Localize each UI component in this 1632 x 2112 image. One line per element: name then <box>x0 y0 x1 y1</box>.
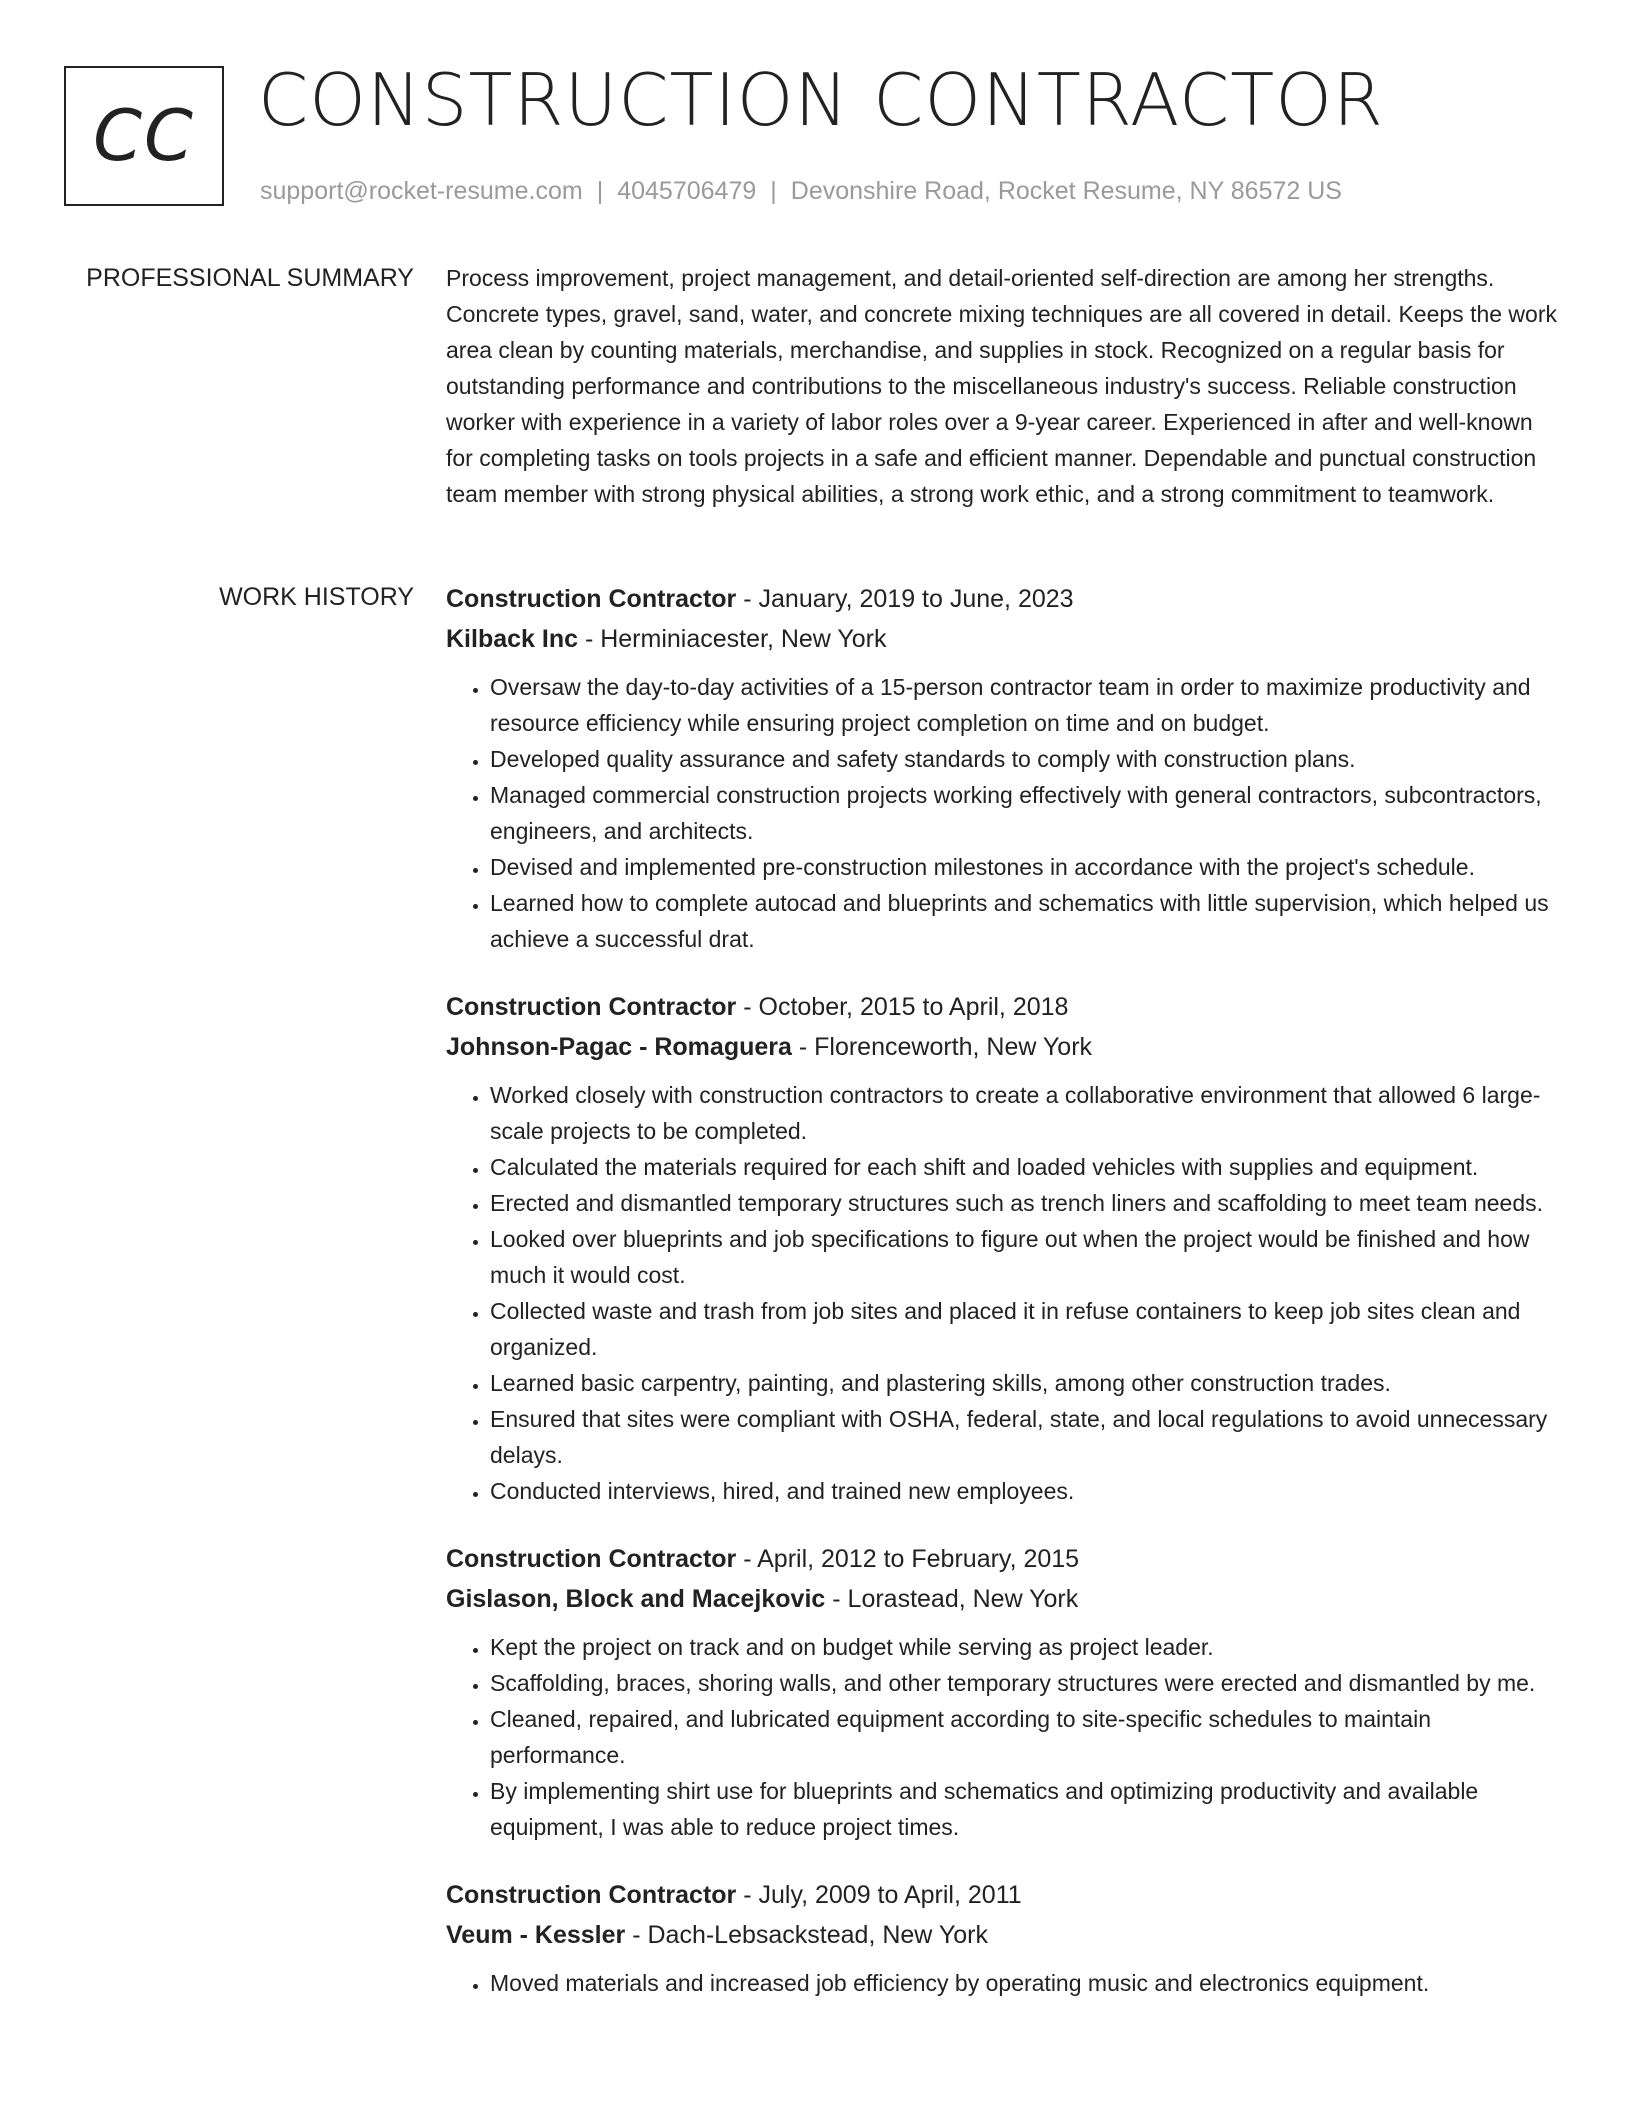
job-title-line <box>446 987 1561 1027</box>
job-company-line <box>446 1027 1561 1067</box>
job-title: Construction Contractor <box>446 993 737 1021</box>
work-history-body <box>446 579 1561 2031</box>
job-company-line <box>446 1915 1561 1955</box>
job-company: Kilback Inc <box>446 625 578 653</box>
duty-item: • Collected waste and trash from job sites and placed it in refuse containers to keep job sites clean and organized. <box>490 1293 1561 1365</box>
summary-text: Process improvement, project management, and detail-oriented self-direction are among her strengths. Concrete types, gravel, sand, water, and concrete mixing techniques are all covered in detail. Keeps the work area clean by counting materials, merchandise, and supplies in stock. Recognized on a regular basis for outstanding performance and contributions to the miscellaneous industry's success. Reliable construction worker with experience in a variety of labor roles over a 9-year career. Experienced in after and well-known for completing tasks on tools projects in a safe and efficient manner. Dependable and punctual construction team member with strong physical abilities, a strong work ethic, and a strong commitment to teamwork. <box>446 265 1557 507</box>
duty-item: • Worked closely with construction contractors to create a collaborative environment that allowed 6 large-scale projects to be completed. <box>490 1077 1561 1149</box>
contact-address: Devonshire Road, Rocket Resume, NY 86572 US <box>790 177 1342 205</box>
duty-item: • Erected and dismantled temporary structures such as trench liners and scaffolding to meet team needs. <box>490 1185 1561 1221</box>
duty-item: • Scaffolding, braces, shoring walls, and other temporary structures were erected and dismantled by me. <box>490 1665 1561 1701</box>
duty-item: • Cleaned, repaired, and lubricated equipment according to site-specific schedules to maintain performance. <box>490 1701 1561 1773</box>
job-company-line <box>446 619 1561 659</box>
contact-email[interactable]: support@rocket-resume.com <box>260 177 583 205</box>
job-location: - Herminiacester, New York <box>584 625 887 653</box>
job-entry <box>446 1539 1561 1845</box>
job-location: - Florenceworth, New York <box>798 1033 1093 1061</box>
job-title-line <box>446 1539 1561 1579</box>
job-title-line <box>446 1875 1561 1915</box>
job-dates: - April, 2012 to February, 2015 <box>743 1545 1080 1573</box>
job-title: Construction Contractor <box>446 1545 737 1573</box>
duty-list <box>446 1077 1561 1509</box>
job-dates: - October, 2015 to April, 2018 <box>743 993 1069 1021</box>
contact-phone[interactable]: 4045706479 <box>617 177 757 205</box>
duty-item: • Moved materials and increased job efficiency by operating music and electronics equipment. <box>490 1965 1561 2001</box>
duty-item: • Looked over blueprints and job specifications to figure out when the project would be finished and how much it would cost. <box>490 1221 1561 1293</box>
duty-item: • Kept the project on track and on budget while serving as project leader. <box>490 1629 1561 1665</box>
job-location: - Dach-Lebsackstead, New York <box>632 1921 988 1949</box>
duty-item: • Ensured that sites were compliant with OSHA, federal, state, and local regulations to avoid unnecessary delays. <box>490 1401 1561 1473</box>
job-dates: - January, 2019 to June, 2023 <box>743 585 1074 613</box>
duty-item: • Developed quality assurance and safety standards to comply with construction plans. <box>490 741 1561 777</box>
duty-item: • Devised and implemented pre-construction milestones in accordance with the project's schedule. <box>490 849 1561 885</box>
contact-line <box>260 174 1342 208</box>
job-company-line <box>446 1579 1561 1619</box>
duty-list <box>446 669 1561 957</box>
resume-name: CONSTRUCTION CONTRACTOR <box>258 58 1384 142</box>
duty-list <box>446 1965 1561 2001</box>
duty-item: • Learned basic carpentry, painting, and plastering skills, among other construction trades. <box>490 1365 1561 1401</box>
contact-separator: | <box>596 177 604 205</box>
job-company: Johnson-Pagac - Romaguera <box>446 1033 792 1061</box>
job-company: Gislason, Block and Macejkovic <box>446 1585 826 1613</box>
duty-item: • Calculated the materials required for each shift and loaded vehicles with supplies and equipment. <box>490 1149 1561 1185</box>
duty-item: • Conducted interviews, hired, and trained new employees. <box>490 1473 1561 1509</box>
job-title: Construction Contractor <box>446 585 737 613</box>
duty-item: • Managed commercial construction projects working effectively with general contractors, subcontractors, engineers, and architects. <box>490 777 1561 849</box>
summary-body <box>446 260 1561 512</box>
job-entry <box>446 987 1561 1509</box>
job-title: Construction Contractor <box>446 1881 737 1909</box>
job-location: - Lorastead, New York <box>832 1585 1079 1613</box>
job-entry <box>446 579 1561 957</box>
monogram-box <box>64 66 224 206</box>
contact-separator: | <box>770 177 777 205</box>
duty-item: • Oversaw the day-to-day activities of a 15-person contractor team in order to maximize productivity and resource efficiency while ensuring project completion on time and on budget. <box>490 669 1561 741</box>
job-dates: - July, 2009 to April, 2011 <box>743 1881 1022 1909</box>
duty-list <box>446 1629 1561 1845</box>
job-entry <box>446 1875 1561 2001</box>
job-title-line <box>446 579 1561 619</box>
summary-heading: PROFESSIONAL SUMMARY <box>86 264 414 292</box>
duty-item: • Learned how to complete autocad and blueprints and schematics with little supervision, which helped us achieve a successful drat. <box>490 885 1561 957</box>
job-company: Veum - Kessler <box>446 1921 626 1949</box>
duty-item: • By implementing shirt use for blueprints and schematics and optimizing productivity and available equipment, I was able to reduce project times. <box>490 1773 1561 1845</box>
monogram-initials: CC <box>93 95 195 177</box>
work-history-heading: WORK HISTORY <box>219 583 414 611</box>
